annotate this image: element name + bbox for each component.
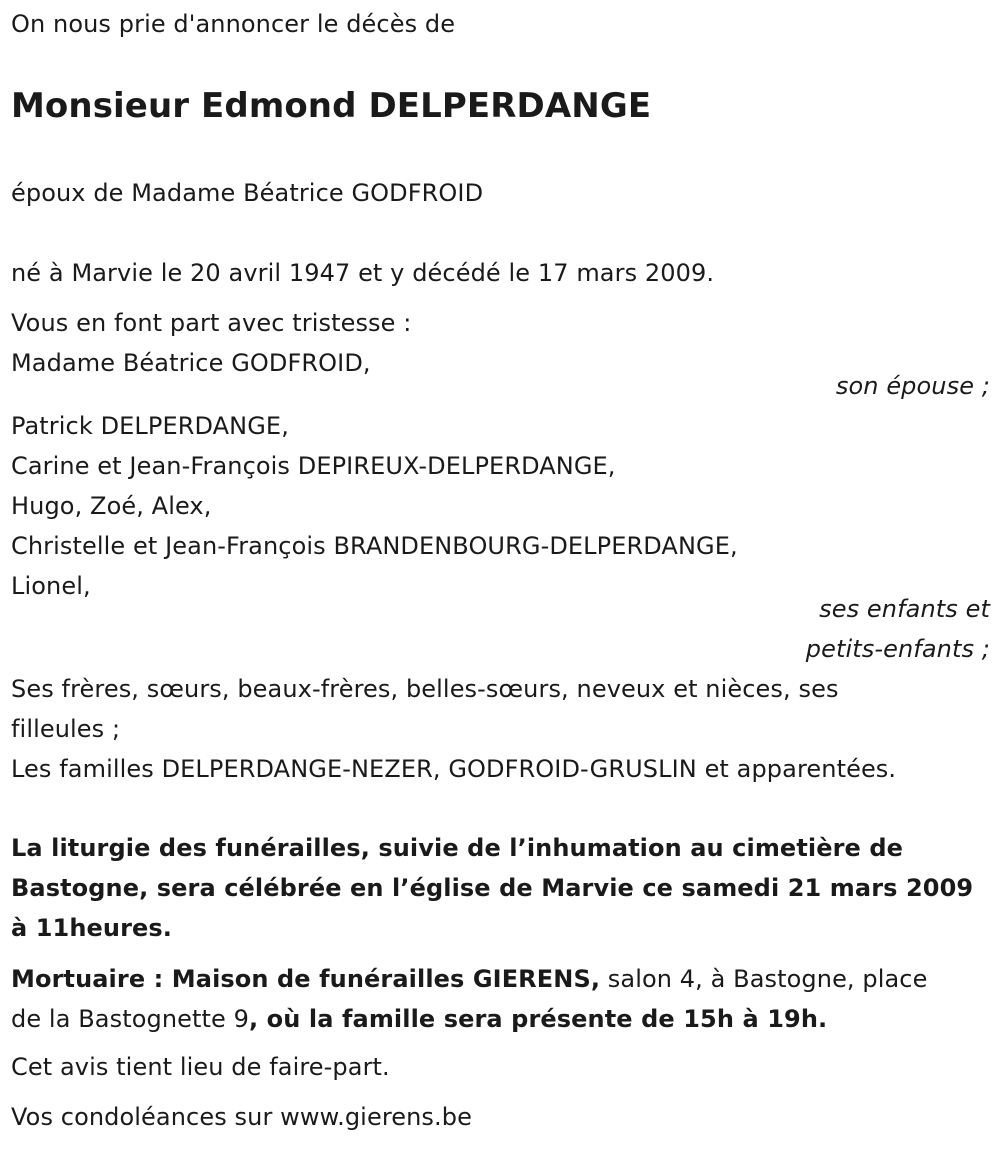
children-role-1: ses enfants et [819,595,990,623]
spouse-role: son épouse ; [835,372,990,400]
mortuary-name: Mortuaire : Maison de funérailles GIERENS, [11,965,601,993]
child-line: Lionel, [11,572,91,600]
notice-line: Cet avis tient lieu de faire-part. [11,1053,390,1081]
liturgy-line-2: Bastogne, sera célébrée en l’église de Marvie ce samedi 21 mars 2009 [11,874,974,902]
spouse-name: Madame Béatrice GODFROID, [11,349,371,377]
condolences-line: Vos condoléances sur www.gierens.be [11,1103,472,1131]
child-line: Hugo, Zoé, Alex, [11,492,212,520]
mortuary-hours: , où la famille sera présente de 15h à 19h. [249,1005,828,1033]
children-role-2: petits-enfants ; [805,635,990,663]
deceased-name: Monsieur Edmond DELPERDANGE [11,86,652,126]
intro-text: On nous prie d'annoncer le décès de [11,10,456,38]
siblings-line-2: filleules ; [11,715,121,743]
birth-death-line: né à Marvie le 20 avril 1947 et y décédé le 17 mars 2009. [11,259,715,287]
families-line: Les familles DELPERDANGE-NEZER, GODFROID-GRUSLIN et apparentées. [11,755,897,783]
mortuary-line-1 [11,964,927,994]
mortuary-address-2: de la Bastognette 9 [11,1005,249,1033]
liturgy-line-1: La liturgie des funérailles, suivie de l’inhumation au cimetière de [11,834,904,862]
child-line: Carine et Jean-François DEPIREUX-DELPERDANGE, [11,452,616,480]
spouse-line: époux de Madame Béatrice GODFROID [11,179,484,207]
child-line: Patrick DELPERDANGE, [11,412,289,440]
mortuary-line-2 [11,1004,827,1034]
child-line: Christelle et Jean-François BRANDENBOURG-DELPERDANGE, [11,532,738,560]
announce-line: Vous en font part avec tristesse : [11,309,412,337]
siblings-line-1: Ses frères, sœurs, beaux-frères, belles-sœurs, neveux et nièces, ses [11,675,839,703]
liturgy-line-3: à 11heures. [11,914,173,942]
mortuary-address-1: salon 4, à Bastogne, place [600,965,928,993]
